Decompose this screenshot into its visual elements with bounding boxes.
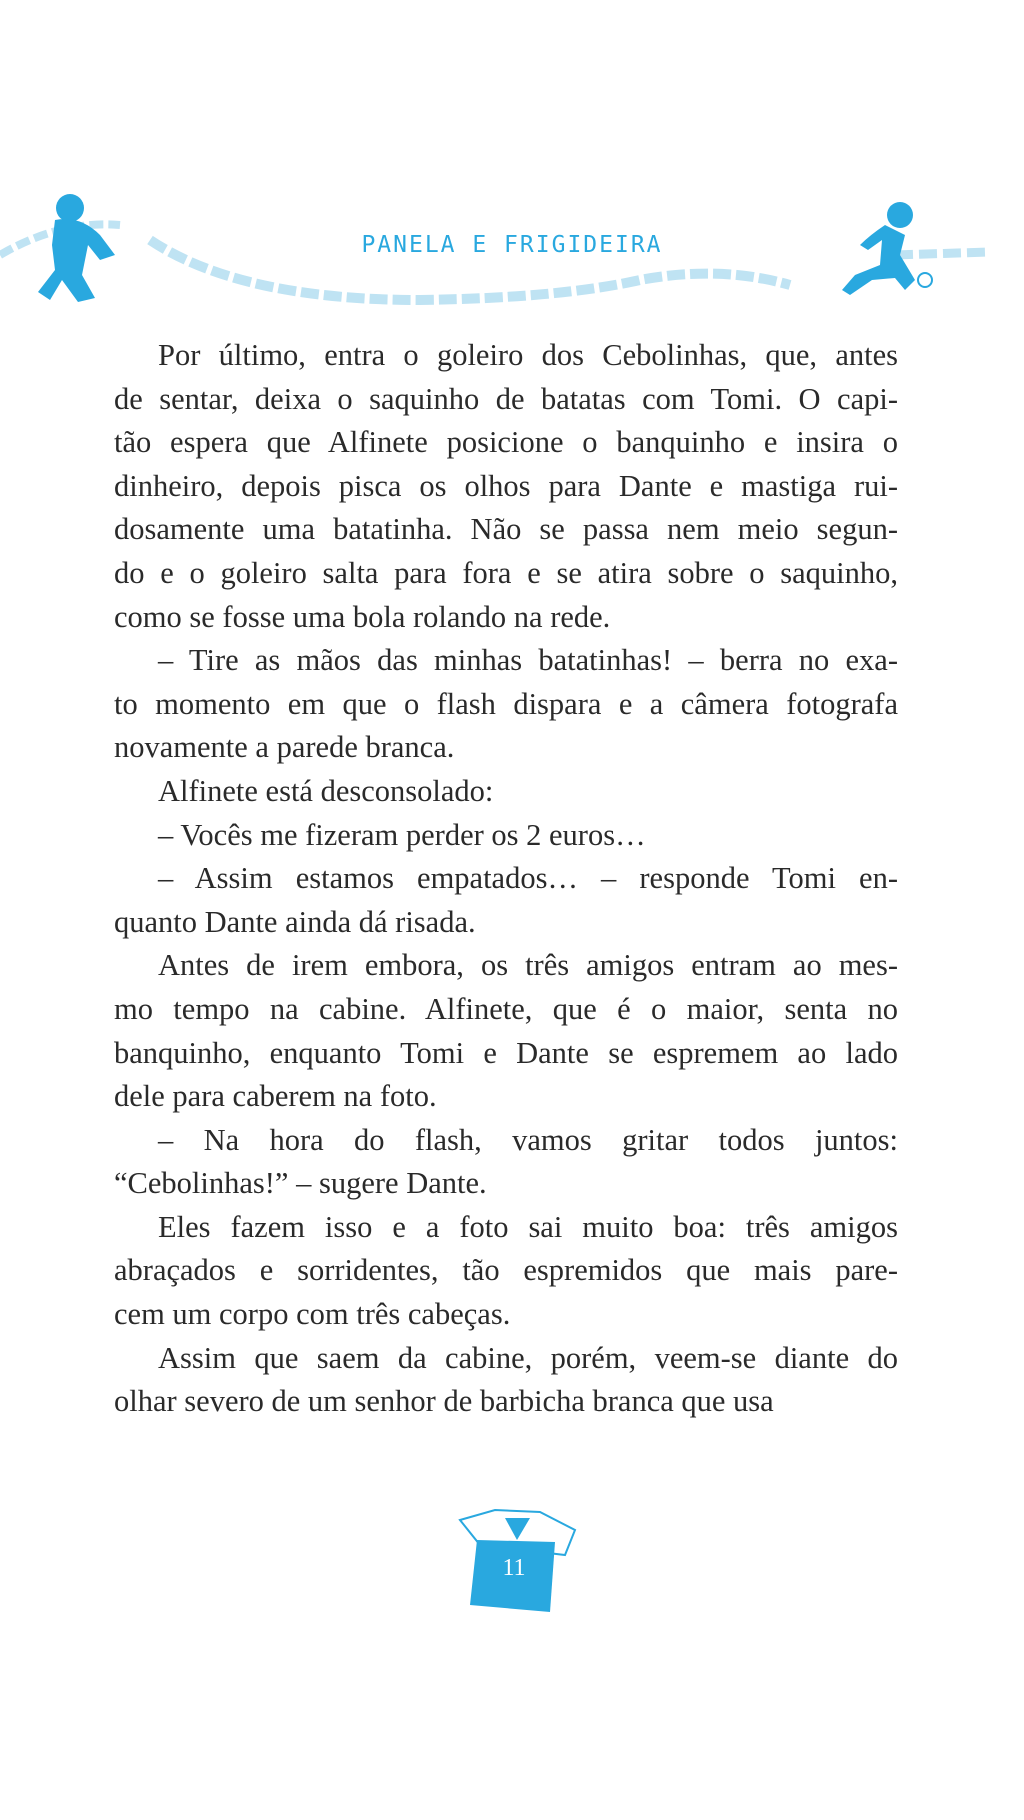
text-line: banquinho, enquanto Tomi e Dante se espremem ao lado xyxy=(114,1035,898,1070)
paragraph xyxy=(114,770,898,814)
text-line: – Assim estamos empatados… – responde Tomi en- xyxy=(158,861,898,896)
text-line: novamente a parede branca. xyxy=(114,730,455,765)
text-line: mo tempo na cabine. Alfinete, que é o maior, senta no xyxy=(114,991,898,1026)
text-line: – Na hora do flash, vamos gritar todos juntos: xyxy=(158,1122,898,1157)
paragraph xyxy=(114,814,898,858)
text-line: dele para caberem na foto. xyxy=(114,1079,437,1114)
text-line: de sentar, deixa o saquinho de batatas com Tomi. O capi- xyxy=(114,381,898,416)
text-line: Eles fazem isso e a foto sai muito boa: três amigos xyxy=(158,1209,898,1244)
paragraph xyxy=(114,1119,898,1206)
text-line: abraçados e sorridentes, tão espremidos que mais pare- xyxy=(114,1253,898,1288)
paragraph xyxy=(114,1337,898,1424)
text-line: Assim que saem da cabine, porém, veem-se diante do xyxy=(158,1340,898,1375)
paragraph xyxy=(114,944,898,1118)
text-line: – Tire as mãos das minhas batatinhas! – berra no exa- xyxy=(158,643,898,678)
paragraph xyxy=(114,334,898,639)
text-line: cem um corpo com três cabeças. xyxy=(114,1297,511,1332)
text-line: Antes de irem embora, os três amigos entram ao mes- xyxy=(158,948,898,983)
paragraph xyxy=(114,1206,898,1337)
text-line: tão espera que Alfinete posicione o banquinho e insira o xyxy=(114,425,898,460)
text-line: Alfinete está desconsolado: xyxy=(158,773,494,808)
text-line: dosamente uma batatinha. Não se passa nem meio segun- xyxy=(114,512,898,547)
text-line: como se fosse uma bola rolando na rede. xyxy=(114,599,611,634)
text-line: quanto Dante ainda dá risada. xyxy=(114,904,476,939)
text-line: dinheiro, depois pisca os olhos para Dante e mastiga rui- xyxy=(114,468,898,503)
page-number: 11 xyxy=(502,1555,526,1581)
text-line: “Cebolinhas!” – sugere Dante. xyxy=(114,1166,487,1201)
paragraph xyxy=(114,639,898,770)
body-text xyxy=(114,334,898,1424)
text-line: do e o goleiro salta para fora e se atira sobre o saquinho, xyxy=(114,555,898,590)
text-line: – Vocês me fizeram perder os 2 euros… xyxy=(158,817,646,852)
text-line: to momento em que o flash dispara e a câmera fotografa xyxy=(114,686,898,721)
text-line: olhar severo de um senhor de barbicha branca que usa xyxy=(114,1384,774,1419)
text-line: Por último, entra o goleiro dos Cebolinhas, que, antes xyxy=(158,338,898,372)
running-title: PANELA E FRIGIDEIRA xyxy=(361,232,663,258)
paragraph xyxy=(114,857,898,944)
